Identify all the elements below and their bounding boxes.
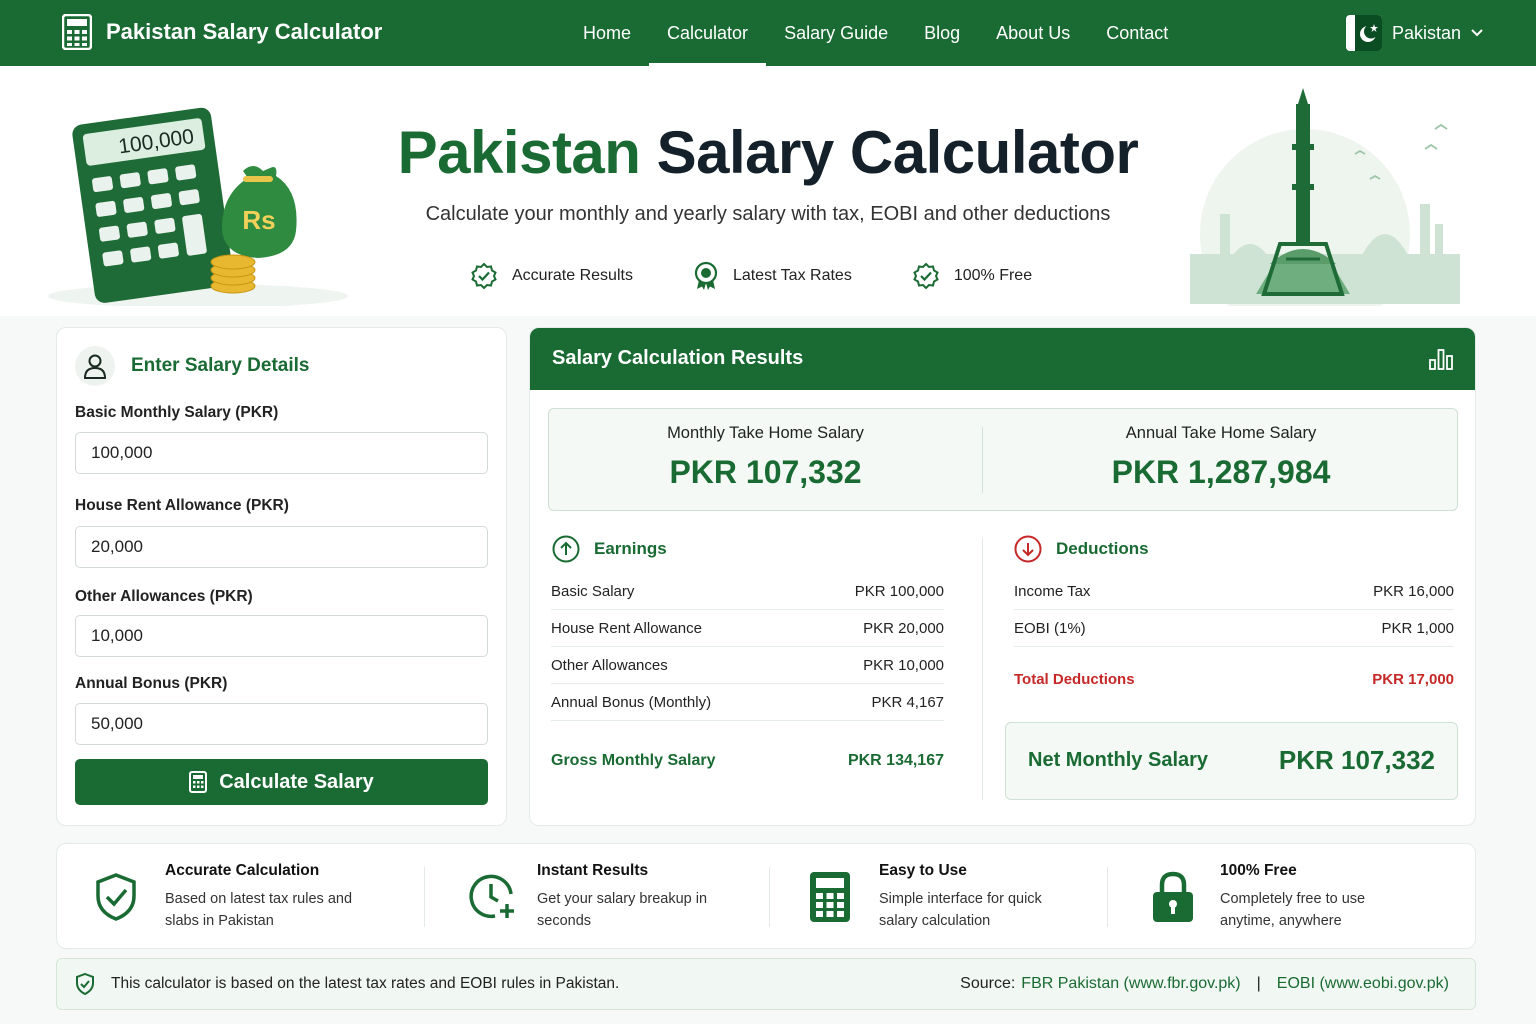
features-strip bbox=[56, 843, 1476, 949]
earnings-row bbox=[551, 647, 944, 684]
chevron-down-icon bbox=[1471, 29, 1483, 37]
top-navbar bbox=[0, 0, 1536, 66]
deductions-row bbox=[1014, 573, 1454, 610]
hero-badges bbox=[470, 261, 1032, 291]
badge-accurate-results bbox=[470, 261, 633, 291]
country-selector[interactable] bbox=[1346, 15, 1483, 51]
deductions-row-label: Income Tax bbox=[1014, 582, 1091, 600]
total-deductions-row bbox=[1014, 661, 1454, 698]
gross-monthly-value: PKR 134,167 bbox=[847, 751, 944, 769]
country-label: Pakistan bbox=[1392, 22, 1462, 43]
brand[interactable] bbox=[62, 14, 382, 50]
fbr-link[interactable]: FBR Pakistan (www.fbr.gov.pk) bbox=[1021, 975, 1241, 992]
annual-bonus-label: Annual Bonus (PKR) bbox=[75, 675, 228, 692]
feature-desc: Completely free to use anytime, anywhere bbox=[1220, 891, 1366, 929]
feature-title: Accurate Calculation bbox=[165, 862, 320, 879]
feature-divider bbox=[769, 867, 770, 927]
monthly-take-home-label: Monthly Take Home Salary bbox=[667, 424, 864, 442]
form-header bbox=[75, 346, 309, 386]
calculator-icon bbox=[189, 771, 207, 793]
feature-free bbox=[1152, 844, 1420, 950]
other-allowances-label: Other Allowances (PKR) bbox=[75, 588, 253, 605]
earnings-row bbox=[551, 573, 944, 610]
total-deductions-value: PKR 17,000 bbox=[1372, 671, 1454, 688]
earnings-row-value: PKR 4,167 bbox=[871, 693, 944, 711]
money-bag-label: Rs bbox=[242, 205, 276, 235]
bar-chart-icon bbox=[1429, 348, 1453, 370]
shield-check-icon bbox=[75, 973, 95, 995]
net-monthly-value: PKR 107,332 bbox=[1278, 745, 1435, 775]
feature-title: Easy to Use bbox=[879, 862, 967, 879]
deductions-row-value: PKR 16,000 bbox=[1373, 582, 1454, 600]
form-title: Enter Salary Details bbox=[131, 355, 310, 376]
badge-label: Latest Tax Rates bbox=[732, 267, 852, 284]
earnings-row-label: Other Allowances bbox=[551, 656, 668, 674]
earnings-row bbox=[551, 610, 944, 647]
feature-instant-results bbox=[467, 844, 717, 950]
arrow-down-circle-icon bbox=[1014, 535, 1042, 563]
feature-desc: Get your salary breakup in seconds bbox=[537, 891, 708, 929]
hero-title-dark: Salary Calculator bbox=[656, 119, 1139, 186]
feature-divider bbox=[1107, 867, 1108, 927]
other-allowances-input[interactable] bbox=[75, 615, 488, 657]
clock-plus-icon bbox=[467, 872, 517, 922]
feature-divider bbox=[424, 867, 425, 927]
calculate-salary-label: Calculate Salary bbox=[219, 770, 374, 793]
disclaimer-note bbox=[56, 958, 1476, 1010]
earnings-row-value: PKR 20,000 bbox=[863, 619, 944, 637]
nav-link-calculator[interactable]: Calculator bbox=[649, 0, 766, 66]
net-monthly-label: Net Monthly Salary bbox=[1028, 749, 1209, 771]
deductions-header bbox=[1014, 535, 1149, 563]
take-home-summary bbox=[548, 408, 1458, 511]
earnings-row-label: Basic Salary bbox=[551, 582, 635, 600]
results-header bbox=[530, 328, 1476, 390]
deductions-row-label: EOBI (1%) bbox=[1014, 619, 1086, 637]
badge-latest-tax-rates bbox=[693, 261, 852, 291]
earnings-row bbox=[551, 684, 944, 721]
check-badge-icon bbox=[470, 262, 498, 290]
annual-take-home-label: Annual Take Home Salary bbox=[1125, 424, 1317, 442]
earnings-row-value: PKR 10,000 bbox=[863, 656, 944, 674]
earnings-row-label: House Rent Allowance bbox=[551, 619, 702, 637]
feature-title: Instant Results bbox=[537, 862, 649, 879]
badge-free bbox=[912, 261, 1032, 291]
hero-subtitle: Calculate your monthly and yearly salary with tax, EOBI and other deductions bbox=[425, 203, 1111, 225]
nav-links bbox=[565, 0, 1186, 66]
feature-desc: Simple interface for quick salary calculation bbox=[879, 891, 1042, 929]
results-title: Salary Calculation Results bbox=[552, 347, 804, 369]
lock-icon bbox=[1152, 871, 1194, 923]
house-rent-label: House Rent Allowance (PKR) bbox=[75, 497, 289, 514]
feature-easy-to-use bbox=[809, 844, 1079, 950]
eobi-link[interactable]: EOBI (www.eobi.gov.pk) bbox=[1276, 975, 1449, 992]
annual-bonus-input[interactable] bbox=[75, 703, 488, 745]
hero-title-green: Pakistan bbox=[397, 119, 641, 186]
feature-accurate-calculation bbox=[93, 844, 355, 950]
badge-label: Accurate Results bbox=[512, 267, 633, 284]
calculate-salary-button[interactable] bbox=[75, 759, 488, 805]
annual-take-home bbox=[983, 409, 1459, 512]
nav-link-salary-guide[interactable]: Salary Guide bbox=[784, 22, 889, 43]
earnings-header bbox=[552, 535, 667, 563]
pakistan-flag-icon bbox=[1346, 15, 1382, 51]
calculator-logo-icon bbox=[62, 14, 92, 50]
source-links bbox=[960, 975, 1449, 993]
house-rent-input[interactable] bbox=[75, 526, 488, 568]
arrow-up-circle-icon bbox=[552, 535, 580, 563]
results-card bbox=[529, 327, 1476, 826]
source-separator: | bbox=[1256, 975, 1261, 992]
gross-monthly-row bbox=[551, 742, 944, 779]
hero-section bbox=[0, 66, 1536, 316]
nav-link-about-us[interactable]: About Us bbox=[996, 22, 1071, 43]
net-monthly-salary-box bbox=[1005, 722, 1458, 800]
source-label: Source: bbox=[960, 975, 1016, 992]
calculator-display-text: 100,000 bbox=[116, 125, 196, 159]
salary-form-card bbox=[56, 327, 507, 826]
results-divider bbox=[982, 538, 983, 800]
deductions-row bbox=[1014, 610, 1454, 647]
shield-check-icon bbox=[93, 872, 139, 922]
feature-desc: Based on latest tax rules and slabs in Pakistan bbox=[165, 891, 353, 929]
basic-salary-label: Basic Monthly Salary (PKR) bbox=[75, 404, 279, 421]
earnings-row-value: PKR 100,000 bbox=[854, 582, 944, 600]
earnings-row-label: Annual Bonus (Monthly) bbox=[551, 693, 712, 711]
monthly-take-home-value: PKR 107,332 bbox=[669, 454, 862, 490]
disclaimer-text: This calculator is based on the latest tax rates and EOBI rules in Pakistan. bbox=[111, 975, 620, 992]
brand-title: Pakistan Salary Calculator bbox=[106, 19, 383, 44]
monthly-take-home bbox=[549, 409, 982, 512]
basic-salary-input[interactable] bbox=[75, 432, 488, 474]
deductions-title: Deductions bbox=[1056, 539, 1149, 558]
annual-take-home-value: PKR 1,287,984 bbox=[1111, 454, 1331, 490]
nav-link-contact[interactable]: Contact bbox=[1106, 22, 1169, 43]
nav-link-blog[interactable]: Blog bbox=[924, 22, 961, 43]
feature-title: 100% Free bbox=[1220, 862, 1297, 879]
gross-monthly-label: Gross Monthly Salary bbox=[551, 751, 716, 769]
check-badge-icon bbox=[912, 262, 940, 290]
deductions-row-value: PKR 1,000 bbox=[1381, 619, 1454, 637]
calculator-icon bbox=[809, 871, 851, 923]
award-icon bbox=[693, 261, 719, 291]
minar-e-pakistan-illustration bbox=[1170, 84, 1480, 306]
badge-label: 100% Free bbox=[953, 267, 1033, 284]
nav-link-home[interactable]: Home bbox=[583, 22, 632, 43]
earnings-title: Earnings bbox=[594, 539, 667, 558]
total-deductions-label: Total Deductions bbox=[1014, 671, 1135, 688]
user-icon bbox=[75, 346, 115, 386]
